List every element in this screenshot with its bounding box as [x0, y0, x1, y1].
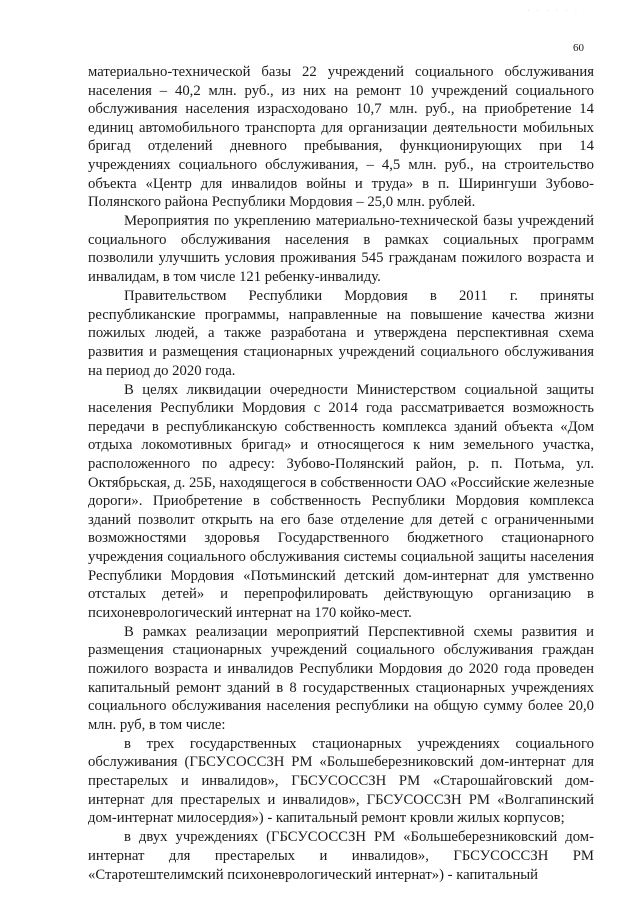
- page-number: 60: [573, 42, 584, 54]
- paragraph-republican-programs: Правительством Республики Мордовия в 2011 г. приняты республиканские программы, направленные на повышение качества жизни пожилых людей, а также разработана и утверждена перспективная схема развития и размещения стационарных учреждений социального обслуживания на период до 2020 года.: [88, 288, 594, 379]
- paragraph-capital-repair: В рамках реализации мероприятий Перспективной схемы развития и размещения стационарных учреждений социального обслуживания граждан пожилого возраста и инвалидов Республики Мордовия до 2020 года проведен капитальный ремонт зданий в 8 государственных стационарных учреждениях социального обслуживания населения республики на общую сумму более 20,0 млн. руб, в том числе:: [88, 623, 594, 733]
- paragraph-improved-conditions: Мероприятия по укреплению материально-технической базы учреждений социального обслуживания населения в рамках социальных программ позволили улучшить условия проживания 545 гражданам пожилого возраста и инвалидам, в том числе 121 ребенку-инвалиду.: [88, 213, 594, 286]
- paragraph-queue-elimination: В целях ликвидации очередности Министерством социальной защиты населения Республики Мордовия с 2014 года рассматривается возможность передачи в республиканскую собственность комплекса зданий объекта «Дом отдыха локомотивных бригад» и относящегося к ним земельного участка, расположенного по адресу: Зубово-Полянский район, р. п. Потьма, ул. Октябрьская, д. 25Б, находящегося в собственности ОАО «Российские железные дороги». Приобретение в собственность Республики Мордовия комплекса зданий позволит открыть на его базе отделение для детей с ограниченными возможностями здоровья Государственного бюджетного стационарного учреждения социального обслуживания системы социальной защиты населения Республики Мордовия «Потьминский детский дом-интернат для умственно отсталых детей» и перепрофилировать действующую организацию в психоневрологический интернат на 170 койко-мест.: [88, 381, 594, 621]
- document-body: [88, 63, 594, 885]
- scan-artifact: · · · · · ·: [527, 8, 580, 14]
- paragraph-funding-details: материально-технической базы 22 учреждений социального обслуживания населения – 40,2 млн. руб., из них на ремонт 10 учреждений социального обслуживания населения израсходовано 10,7 млн. руб., на приобретение 14 единиц автомобильного транспорта для организации деятельности мобильных бригад отделений дневного пребывания, функционирующих при 14 учреждениях социального обслуживания, – 4,5 млн. руб., на строительство объекта «Центр для инвалидов войны и труда» в п. Ширингуши Зубово-Полянского района Республики Мордовия – 25,0 млн. рублей.: [88, 64, 594, 211]
- paragraph-two-institutions: в двух учреждениях (ГБСУСОССЗН РМ «Большеберезниковский дом-интернат для престарелых и инвалидов», ГБСУСОССЗН РМ «Старотештелимский психоневрологический интернат») - капитальный: [88, 829, 594, 883]
- paragraph-three-institutions: в трех государственных стационарных учреждениях социального обслуживания (ГБСУСОССЗН РМ «Большеберезниковский дом-интернат для престарелых и инвалидов», ГБСУСОССЗН РМ «Старошайговский дом-интернат для престарелых и инвалидов», ГБСУСОССЗН РМ «Волгапинский дом-интернат милосердия») - капитальный ремонт кровли жилых корпусов;: [88, 735, 594, 827]
